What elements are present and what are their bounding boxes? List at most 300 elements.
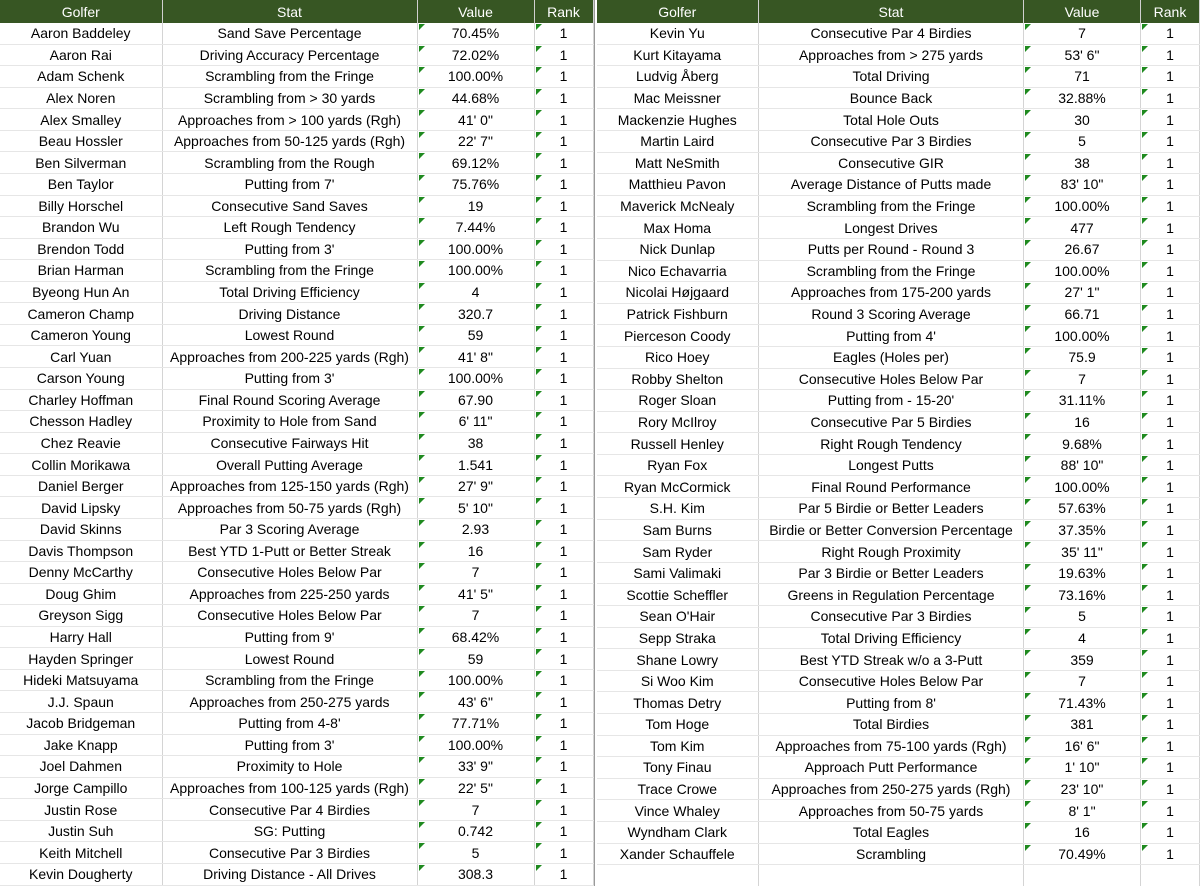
empty-cell[interactable] [597,865,759,886]
value-cell[interactable]: 67.90 [417,389,534,411]
stat-cell[interactable]: Proximity to Hole [162,756,417,778]
rank-cell[interactable]: 1 [1141,757,1200,779]
rank-cell[interactable]: 1 [534,669,593,691]
rank-cell[interactable]: 1 [1141,562,1200,584]
stat-cell[interactable]: Total Driving [759,66,1024,88]
rank-cell[interactable]: 1 [534,820,593,842]
golfer-cell[interactable]: Charley Hoffman [0,389,162,411]
stat-cell[interactable]: Average Distance of Putts made [759,174,1024,196]
golfer-cell[interactable]: Nico Echavarria [597,260,759,282]
rank-cell[interactable]: 1 [534,130,593,152]
value-cell[interactable]: 32.88% [1024,87,1141,109]
value-cell[interactable]: 38 [417,432,534,454]
rank-cell[interactable]: 1 [534,497,593,519]
golfer-cell[interactable]: Martin Laird [597,130,759,152]
golfer-cell[interactable]: Aaron Baddeley [0,23,162,44]
golfer-cell[interactable]: Brian Harman [0,260,162,282]
rank-cell[interactable]: 1 [534,648,593,670]
rank-cell[interactable]: 1 [534,691,593,713]
rank-cell[interactable]: 1 [1141,152,1200,174]
golfer-cell[interactable]: Kurt Kitayama [597,44,759,66]
stat-cell[interactable]: Scrambling from > 30 yards [162,87,417,109]
golfer-cell[interactable]: Mac Meissner [597,87,759,109]
value-cell[interactable]: 7 [417,605,534,627]
stat-cell[interactable]: Putts per Round - Round 3 [759,238,1024,260]
value-cell[interactable]: 41' 5" [417,583,534,605]
value-cell[interactable]: 43' 6" [417,691,534,713]
golfer-cell[interactable]: Denny McCarthy [0,562,162,584]
golfer-cell[interactable]: Justin Suh [0,820,162,842]
value-cell[interactable]: 23' 10" [1024,778,1141,800]
stat-cell[interactable]: Putting from 3' [162,734,417,756]
golfer-cell[interactable]: Rory McIlroy [597,411,759,433]
golfer-cell[interactable]: S.H. Kim [597,498,759,520]
stat-cell[interactable]: Consecutive Par 4 Birdies [759,23,1024,44]
rank-cell[interactable]: 1 [1141,23,1200,44]
value-cell[interactable]: 100.00% [1024,195,1141,217]
golfer-cell[interactable]: Byeong Hun An [0,281,162,303]
rank-cell[interactable]: 1 [534,281,593,303]
rank-cell[interactable]: 1 [534,605,593,627]
value-column-header[interactable]: Value [417,0,534,23]
value-cell[interactable]: 35' 11" [1024,541,1141,563]
value-cell[interactable]: 4 [417,281,534,303]
rank-cell[interactable]: 1 [1141,627,1200,649]
rank-cell[interactable]: 1 [1141,606,1200,628]
stat-cell[interactable]: Consecutive Par 4 Birdies [162,799,417,821]
stat-cell[interactable]: Longest Drives [759,217,1024,239]
rank-cell[interactable]: 1 [534,346,593,368]
stat-cell[interactable]: Consecutive Sand Saves [162,195,417,217]
stat-cell[interactable]: Lowest Round [162,648,417,670]
golfer-cell[interactable]: Jacob Bridgeman [0,713,162,735]
golfer-cell[interactable]: Nick Dunlap [597,238,759,260]
stat-cell[interactable]: Right Rough Proximity [759,541,1024,563]
value-cell[interactable]: 53' 6" [1024,44,1141,66]
golfer-column-header[interactable]: Golfer [0,0,162,23]
golfer-cell[interactable]: Billy Horschel [0,195,162,217]
stat-cell[interactable]: Approaches from 175-200 yards [759,282,1024,304]
rank-cell[interactable]: 1 [1141,714,1200,736]
stat-cell[interactable]: Sand Save Percentage [162,23,417,44]
stat-cell[interactable]: Round 3 Scoring Average [759,303,1024,325]
stat-cell[interactable]: Consecutive Holes Below Par [759,670,1024,692]
value-cell[interactable]: 7 [1024,23,1141,44]
value-cell[interactable]: 57.63% [1024,498,1141,520]
value-cell[interactable]: 59 [417,648,534,670]
stat-cell[interactable]: Consecutive Par 3 Birdies [759,606,1024,628]
stat-cell[interactable]: Scrambling from the Fringe [162,669,417,691]
golfer-cell[interactable]: Maverick McNealy [597,195,759,217]
value-cell[interactable]: 26.67 [1024,238,1141,260]
stat-cell[interactable]: Scrambling from the Rough [162,152,417,174]
value-cell[interactable]: 100.00% [417,260,534,282]
value-cell[interactable]: 27' 9" [417,475,534,497]
stat-cell[interactable]: Consecutive Holes Below Par [162,605,417,627]
stat-cell[interactable]: Consecutive Par 5 Birdies [759,411,1024,433]
golfer-cell[interactable]: David Skinns [0,518,162,540]
value-cell[interactable]: 73.16% [1024,584,1141,606]
golfer-cell[interactable]: Kevin Dougherty [0,863,162,885]
golfer-cell[interactable]: Davis Thompson [0,540,162,562]
rank-cell[interactable]: 1 [534,842,593,864]
golfer-cell[interactable]: Beau Hossler [0,130,162,152]
stat-cell[interactable]: Overall Putting Average [162,454,417,476]
empty-cell[interactable] [759,865,1024,886]
rank-cell[interactable]: 1 [534,432,593,454]
rank-cell[interactable]: 1 [1141,541,1200,563]
stat-cell[interactable]: Scrambling [759,843,1024,865]
rank-cell[interactable]: 1 [1141,217,1200,239]
golfer-cell[interactable]: Shane Lowry [597,649,759,671]
stat-cell[interactable]: Approaches from 75-100 yards (Rgh) [759,735,1024,757]
golfer-cell[interactable]: Wyndham Clark [597,821,759,843]
rank-column-header[interactable]: Rank [534,0,593,23]
rank-cell[interactable]: 1 [534,44,593,66]
value-cell[interactable]: 5 [417,842,534,864]
value-cell[interactable]: 16' 6" [1024,735,1141,757]
value-cell[interactable]: 27' 1" [1024,282,1141,304]
value-cell[interactable]: 5 [1024,130,1141,152]
value-cell[interactable]: 22' 7" [417,130,534,152]
value-cell[interactable]: 5 [1024,606,1141,628]
golfer-cell[interactable]: Tom Hoge [597,714,759,736]
golfer-cell[interactable]: Greyson Sigg [0,605,162,627]
stat-cell[interactable]: Consecutive Par 3 Birdies [759,130,1024,152]
golfer-cell[interactable]: Ryan McCormick [597,476,759,498]
golfer-cell[interactable]: Ben Taylor [0,173,162,195]
rank-cell[interactable]: 1 [1141,584,1200,606]
golfer-cell[interactable]: Hideki Matsuyama [0,669,162,691]
stat-cell[interactable]: Approaches from 225-250 yards [162,583,417,605]
rank-cell[interactable]: 1 [534,475,593,497]
golfer-cell[interactable]: David Lipsky [0,497,162,519]
rank-cell[interactable]: 1 [534,454,593,476]
value-cell[interactable]: 38 [1024,152,1141,174]
golfer-cell[interactable]: Mackenzie Hughes [597,109,759,131]
golfer-cell[interactable]: Chesson Hadley [0,411,162,433]
value-cell[interactable]: 100.00% [417,66,534,88]
value-cell[interactable]: 22' 5" [417,777,534,799]
stat-cell[interactable]: Par 3 Scoring Average [162,518,417,540]
stat-cell[interactable]: Scrambling from the Fringe [759,195,1024,217]
golfer-cell[interactable]: Cameron Champ [0,303,162,325]
stat-cell[interactable]: Scrambling from the Fringe [162,66,417,88]
value-cell[interactable]: 7 [1024,368,1141,390]
golfer-cell[interactable]: Tony Finau [597,757,759,779]
rank-cell[interactable]: 1 [534,562,593,584]
rank-cell[interactable]: 1 [534,777,593,799]
golfer-cell[interactable]: Doug Ghim [0,583,162,605]
rank-cell[interactable]: 1 [1141,346,1200,368]
rank-cell[interactable]: 1 [534,518,593,540]
rank-cell[interactable]: 1 [1141,282,1200,304]
golfer-cell[interactable]: Trace Crowe [597,778,759,800]
rank-cell[interactable]: 1 [1141,260,1200,282]
value-cell[interactable]: 68.42% [417,626,534,648]
empty-cell[interactable] [1024,865,1141,886]
rank-cell[interactable]: 1 [534,756,593,778]
stat-cell[interactable]: Par 3 Birdie or Better Leaders [759,562,1024,584]
rank-cell[interactable]: 1 [1141,87,1200,109]
golfer-cell[interactable]: Scottie Scheffler [597,584,759,606]
value-cell[interactable]: 7 [417,799,534,821]
stat-cell[interactable]: SG: Putting [162,820,417,842]
stat-cell[interactable]: Putting from 9' [162,626,417,648]
value-cell[interactable]: 16 [1024,821,1141,843]
golfer-cell[interactable]: Brandon Wu [0,217,162,239]
golfer-cell[interactable]: Adam Schenk [0,66,162,88]
rank-cell[interactable]: 1 [534,799,593,821]
golfer-cell[interactable]: Ludvig Åberg [597,66,759,88]
rank-cell[interactable]: 1 [534,152,593,174]
rank-cell[interactable]: 1 [1141,778,1200,800]
rank-cell[interactable]: 1 [1141,433,1200,455]
rank-column-header[interactable]: Rank [1141,0,1200,23]
golfer-cell[interactable]: Patrick Fishburn [597,303,759,325]
rank-cell[interactable]: 1 [534,303,593,325]
stat-cell[interactable]: Left Rough Tendency [162,217,417,239]
stat-cell[interactable]: Putting from 7' [162,173,417,195]
empty-cell[interactable] [1141,865,1200,886]
value-cell[interactable]: 41' 8" [417,346,534,368]
value-cell[interactable]: 7 [417,562,534,584]
value-cell[interactable]: 83' 10" [1024,174,1141,196]
rank-cell[interactable]: 1 [1141,390,1200,412]
golfer-cell[interactable]: Thomas Detry [597,692,759,714]
golfer-cell[interactable]: Rico Hoey [597,346,759,368]
rank-cell[interactable]: 1 [1141,670,1200,692]
rank-cell[interactable]: 1 [534,734,593,756]
golfer-cell[interactable]: Alex Noren [0,87,162,109]
golfer-cell[interactable]: Sami Valimaki [597,562,759,584]
value-cell[interactable]: 72.02% [417,44,534,66]
value-cell[interactable]: 66.71 [1024,303,1141,325]
value-cell[interactable]: 320.7 [417,303,534,325]
stat-cell[interactable]: Consecutive Par 3 Birdies [162,842,417,864]
stat-cell[interactable]: Greens in Regulation Percentage [759,584,1024,606]
golfer-cell[interactable]: Max Homa [597,217,759,239]
value-cell[interactable]: 30 [1024,109,1141,131]
rank-cell[interactable]: 1 [1141,411,1200,433]
stat-cell[interactable]: Proximity to Hole from Sand [162,411,417,433]
value-cell[interactable]: 7.44% [417,217,534,239]
stat-cell[interactable]: Bounce Back [759,87,1024,109]
value-cell[interactable]: 308.3 [417,863,534,885]
value-cell[interactable]: 100.00% [417,669,534,691]
golfer-cell[interactable]: Sam Ryder [597,541,759,563]
rank-cell[interactable]: 1 [1141,498,1200,520]
golfer-cell[interactable]: Collin Morikawa [0,454,162,476]
rank-cell[interactable]: 1 [1141,195,1200,217]
golfer-cell[interactable]: Harry Hall [0,626,162,648]
value-cell[interactable]: 381 [1024,714,1141,736]
value-cell[interactable]: 71.43% [1024,692,1141,714]
rank-cell[interactable]: 1 [534,23,593,44]
rank-cell[interactable]: 1 [534,87,593,109]
golfer-cell[interactable]: Xander Schauffele [597,843,759,865]
stat-cell[interactable]: Approaches from 50-125 yards (Rgh) [162,130,417,152]
rank-cell[interactable]: 1 [534,217,593,239]
rank-cell[interactable]: 1 [1141,649,1200,671]
stat-cell[interactable]: Scrambling from the Fringe [759,260,1024,282]
stat-cell[interactable]: Consecutive Holes Below Par [759,368,1024,390]
rank-cell[interactable]: 1 [534,173,593,195]
stat-cell[interactable]: Approaches from > 275 yards [759,44,1024,66]
value-cell[interactable]: 44.68% [417,87,534,109]
rank-cell[interactable]: 1 [1141,735,1200,757]
rank-cell[interactable]: 1 [534,368,593,390]
golfer-cell[interactable]: Justin Rose [0,799,162,821]
golfer-cell[interactable]: Roger Sloan [597,390,759,412]
value-cell[interactable]: 100.00% [417,238,534,260]
rank-cell[interactable]: 1 [1141,454,1200,476]
stat-cell[interactable]: Eagles (Holes per) [759,346,1024,368]
stat-cell[interactable]: Best YTD 1-Putt or Better Streak [162,540,417,562]
golfer-cell[interactable]: Chez Reavie [0,432,162,454]
golfer-cell[interactable]: Sean O'Hair [597,606,759,628]
stat-cell[interactable]: Driving Distance [162,303,417,325]
stat-cell[interactable]: Birdie or Better Conversion Percentage [759,519,1024,541]
golfer-cell[interactable]: Alex Smalley [0,109,162,131]
golfer-cell[interactable]: Daniel Berger [0,475,162,497]
golfer-column-header[interactable]: Golfer [597,0,759,23]
stat-cell[interactable]: Approaches from 125-150 yards (Rgh) [162,475,417,497]
value-cell[interactable]: 75.76% [417,173,534,195]
stat-column-header[interactable]: Stat [759,0,1024,23]
rank-cell[interactable]: 1 [534,238,593,260]
rank-cell[interactable]: 1 [1141,109,1200,131]
rank-cell[interactable]: 1 [534,324,593,346]
stat-cell[interactable]: Approaches from 250-275 yards [162,691,417,713]
stat-cell[interactable]: Total Birdies [759,714,1024,736]
golfer-cell[interactable]: Hayden Springer [0,648,162,670]
value-column-header[interactable]: Value [1024,0,1141,23]
stat-cell[interactable]: Right Rough Tendency [759,433,1024,455]
rank-cell[interactable]: 1 [1141,44,1200,66]
stat-cell[interactable]: Approaches from 100-125 yards (Rgh) [162,777,417,799]
value-cell[interactable]: 359 [1024,649,1141,671]
value-cell[interactable]: 69.12% [417,152,534,174]
value-cell[interactable]: 70.45% [417,23,534,44]
stat-cell[interactable]: Consecutive Holes Below Par [162,562,417,584]
value-cell[interactable]: 4 [1024,627,1141,649]
stat-cell[interactable]: Putting from 8' [759,692,1024,714]
rank-cell[interactable]: 1 [534,260,593,282]
value-cell[interactable]: 19 [417,195,534,217]
value-cell[interactable]: 6' 11" [417,411,534,433]
stat-cell[interactable]: Putting from - 15-20' [759,390,1024,412]
value-cell[interactable]: 71 [1024,66,1141,88]
golfer-cell[interactable]: Carson Young [0,368,162,390]
stat-cell[interactable]: Putting from 3' [162,368,417,390]
golfer-cell[interactable]: Robby Shelton [597,368,759,390]
value-cell[interactable]: 477 [1024,217,1141,239]
value-cell[interactable]: 41' 0" [417,109,534,131]
value-cell[interactable]: 33' 9" [417,756,534,778]
value-cell[interactable]: 1.541 [417,454,534,476]
value-cell[interactable]: 31.11% [1024,390,1141,412]
golfer-cell[interactable]: Si Woo Kim [597,670,759,692]
rank-cell[interactable]: 1 [1141,519,1200,541]
rank-cell[interactable]: 1 [1141,800,1200,822]
stat-cell[interactable]: Driving Distance - All Drives [162,863,417,885]
stat-cell[interactable]: Consecutive Fairways Hit [162,432,417,454]
value-cell[interactable]: 75.9 [1024,346,1141,368]
golfer-cell[interactable]: Brendon Todd [0,238,162,260]
stat-column-header[interactable]: Stat [162,0,417,23]
golfer-cell[interactable]: Vince Whaley [597,800,759,822]
stat-cell[interactable]: Driving Accuracy Percentage [162,44,417,66]
value-cell[interactable]: 37.35% [1024,519,1141,541]
stat-cell[interactable]: Putting from 3' [162,238,417,260]
value-cell[interactable]: 70.49% [1024,843,1141,865]
rank-cell[interactable]: 1 [1141,368,1200,390]
value-cell[interactable]: 100.00% [1024,325,1141,347]
rank-cell[interactable]: 1 [1141,130,1200,152]
rank-cell[interactable]: 1 [1141,692,1200,714]
golfer-cell[interactable]: Cameron Young [0,324,162,346]
rank-cell[interactable]: 1 [534,411,593,433]
golfer-cell[interactable]: Tom Kim [597,735,759,757]
rank-cell[interactable]: 1 [534,540,593,562]
rank-cell[interactable]: 1 [1141,303,1200,325]
rank-cell[interactable]: 1 [534,583,593,605]
rank-cell[interactable]: 1 [534,66,593,88]
rank-cell[interactable]: 1 [1141,843,1200,865]
golfer-cell[interactable]: Matt NeSmith [597,152,759,174]
stat-cell[interactable]: Scrambling from the Fringe [162,260,417,282]
stat-cell[interactable]: Approaches from 200-225 yards (Rgh) [162,346,417,368]
stat-cell[interactable]: Total Eagles [759,821,1024,843]
golfer-cell[interactable]: Ben Silverman [0,152,162,174]
stat-cell[interactable]: Approaches from 50-75 yards [759,800,1024,822]
golfer-cell[interactable]: Keith Mitchell [0,842,162,864]
stat-cell[interactable]: Final Round Performance [759,476,1024,498]
rank-cell[interactable]: 1 [534,195,593,217]
value-cell[interactable]: 5' 10" [417,497,534,519]
golfer-cell[interactable]: Ryan Fox [597,454,759,476]
rank-cell[interactable]: 1 [534,389,593,411]
rank-cell[interactable]: 1 [1141,476,1200,498]
golfer-cell[interactable]: Aaron Rai [0,44,162,66]
golfer-cell[interactable]: Pierceson Coody [597,325,759,347]
value-cell[interactable]: 19.63% [1024,562,1141,584]
value-cell[interactable]: 16 [1024,411,1141,433]
stat-cell[interactable]: Total Driving Efficiency [162,281,417,303]
golfer-cell[interactable]: Nicolai Højgaard [597,282,759,304]
value-cell[interactable]: 2.93 [417,518,534,540]
rank-cell[interactable]: 1 [534,713,593,735]
golfer-cell[interactable]: Matthieu Pavon [597,174,759,196]
stat-cell[interactable]: Lowest Round [162,324,417,346]
golfer-cell[interactable]: J.J. Spaun [0,691,162,713]
stat-cell[interactable]: Approach Putt Performance [759,757,1024,779]
rank-cell[interactable]: 1 [1141,325,1200,347]
value-cell[interactable]: 88' 10" [1024,454,1141,476]
value-cell[interactable]: 8' 1" [1024,800,1141,822]
stat-cell[interactable]: Final Round Scoring Average [162,389,417,411]
stat-cell[interactable]: Approaches from 50-75 yards (Rgh) [162,497,417,519]
golfer-cell[interactable]: Jorge Campillo [0,777,162,799]
golfer-cell[interactable]: Jake Knapp [0,734,162,756]
stat-cell[interactable]: Putting from 4' [759,325,1024,347]
rank-cell[interactable]: 1 [534,863,593,885]
stat-cell[interactable]: Par 5 Birdie or Better Leaders [759,498,1024,520]
stat-cell[interactable]: Approaches from > 100 yards (Rgh) [162,109,417,131]
golfer-cell[interactable]: Kevin Yu [597,23,759,44]
value-cell[interactable]: 77.71% [417,713,534,735]
